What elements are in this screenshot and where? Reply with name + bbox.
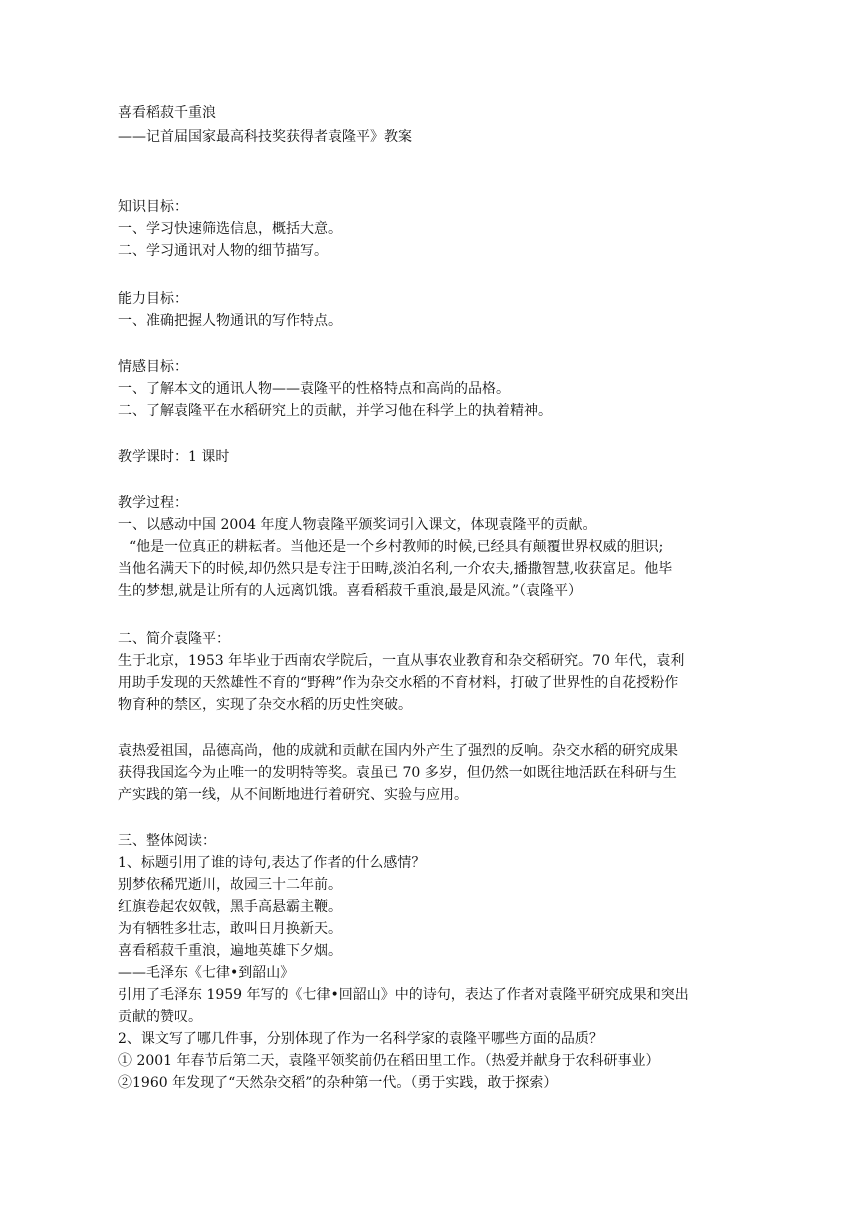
document-title: 喜看稻菽千重浪: [118, 105, 216, 121]
class-hours: 教学课时：1 课时: [118, 449, 230, 465]
intro-paragraph-line: 物育种的禁区，实现了杂交水稻的历史性突破。: [118, 697, 412, 713]
answer-2-line: ②1960 年发现了“天然杂交稻”的杂种第一代。（勇于实践，敢于探索）: [118, 1075, 558, 1091]
poem-line: 别梦依稀咒逝川，故园三十二年前。: [118, 877, 342, 893]
intro-paragraph-line: 袁热爱祖国，品德高尚，他的成就和贡献在国内外产生了强烈的反响。杂交水稻的研究成果: [118, 743, 678, 759]
process-heading: 教学过程：: [118, 495, 188, 511]
intro-heading: 二、简介袁隆平：: [118, 631, 230, 647]
knowledge-goal-item: 一、学习快速筛选信息，概括大意。: [118, 221, 342, 237]
emotion-goal-item: 二、了解袁隆平在水稻研究上的贡献，并学习他在科学上的执着精神。: [118, 403, 552, 419]
reading-heading: 三、整体阅读：: [118, 833, 216, 849]
emotion-goals-heading: 情感目标：: [118, 359, 188, 375]
knowledge-goal-item: 二、学习通讯对人物的细节描写。: [118, 243, 328, 259]
answer-1-line: 贡献的赞叹。: [118, 1009, 202, 1025]
intro-paragraph-line: 产实践的第一线，从不间断地进行着研究、实验与应用。: [118, 787, 468, 803]
process-item-1: 一、以感动中国 2004 年度人物袁隆平颁奖词引入课文，体现袁隆平的贡献。: [118, 517, 597, 533]
intro-paragraph-line: 用助手发现的天然雄性不育的“野稗”作为杂交水稻的不育材料，打破了世界性的自花授粉作: [118, 675, 679, 691]
question-2: 2、课文写了哪几件事，分别体现了作为一名科学家的袁隆平哪些方面的品质？: [118, 1031, 603, 1047]
award-quote-line: 生的梦想,就是让所有的人远离饥饿。喜看稻菽千重浪,最是风流。”（袁隆平）: [118, 583, 583, 599]
poem-line: 为有牺牲多壮志，敢叫日月换新天。: [118, 921, 342, 937]
poem-line: 喜看稻菽千重浪，遍地英雄下夕烟。: [118, 943, 342, 959]
answer-1-line: 引用了毛泽东 1959 年写的《七律•回韶山》中的诗句，表达了作者对袁隆平研究成果和突出: [118, 987, 689, 1003]
document-subtitle: ——记首届国家最高科技奖获得者袁隆平》教案: [118, 129, 412, 145]
poem-line: 红旗卷起农奴戟，黑手高悬霸主鞭。: [118, 899, 342, 915]
ability-goals-heading: 能力目标：: [118, 291, 188, 307]
intro-paragraph-line: 获得我国迄今为止唯一的发明特等奖。袁虽已 70 多岁，但仍然一如既往地活跃在科研与生: [118, 765, 677, 781]
emotion-goal-item: 一、了解本文的通讯人物——袁隆平的性格特点和高尚的品格。: [118, 381, 510, 397]
answer-2-line: ① 2001 年春节后第二天，袁隆平领奖前仍在稻田里工作。（热爱并献身于农科研事业）: [118, 1053, 660, 1069]
question-1: 1、标题引用了谁的诗句,表达了作者的什么感情？: [118, 855, 426, 871]
ability-goal-item: 一、准确把握人物通讯的写作特点。: [118, 313, 342, 329]
knowledge-goals-heading: 知识目标：: [118, 199, 188, 215]
award-quote-line: 当他名满天下的时候,却仍然只是专注于田畴,淡泊名利,一介农夫,播撒智慧,收获富足。他毕: [118, 561, 673, 577]
poem-source: ——毛泽东《七律•到韶山》: [118, 965, 295, 981]
intro-paragraph-line: 生于北京，1953 年毕业于西南农学院后，一直从事农业教育和杂交稻研究。70 年代，袁利: [118, 653, 685, 669]
award-quote-line: “他是一位真正的耕耘者。当他还是一个乡村教师的时候,已经具有颠覆世界权威的胆识;: [129, 539, 664, 555]
